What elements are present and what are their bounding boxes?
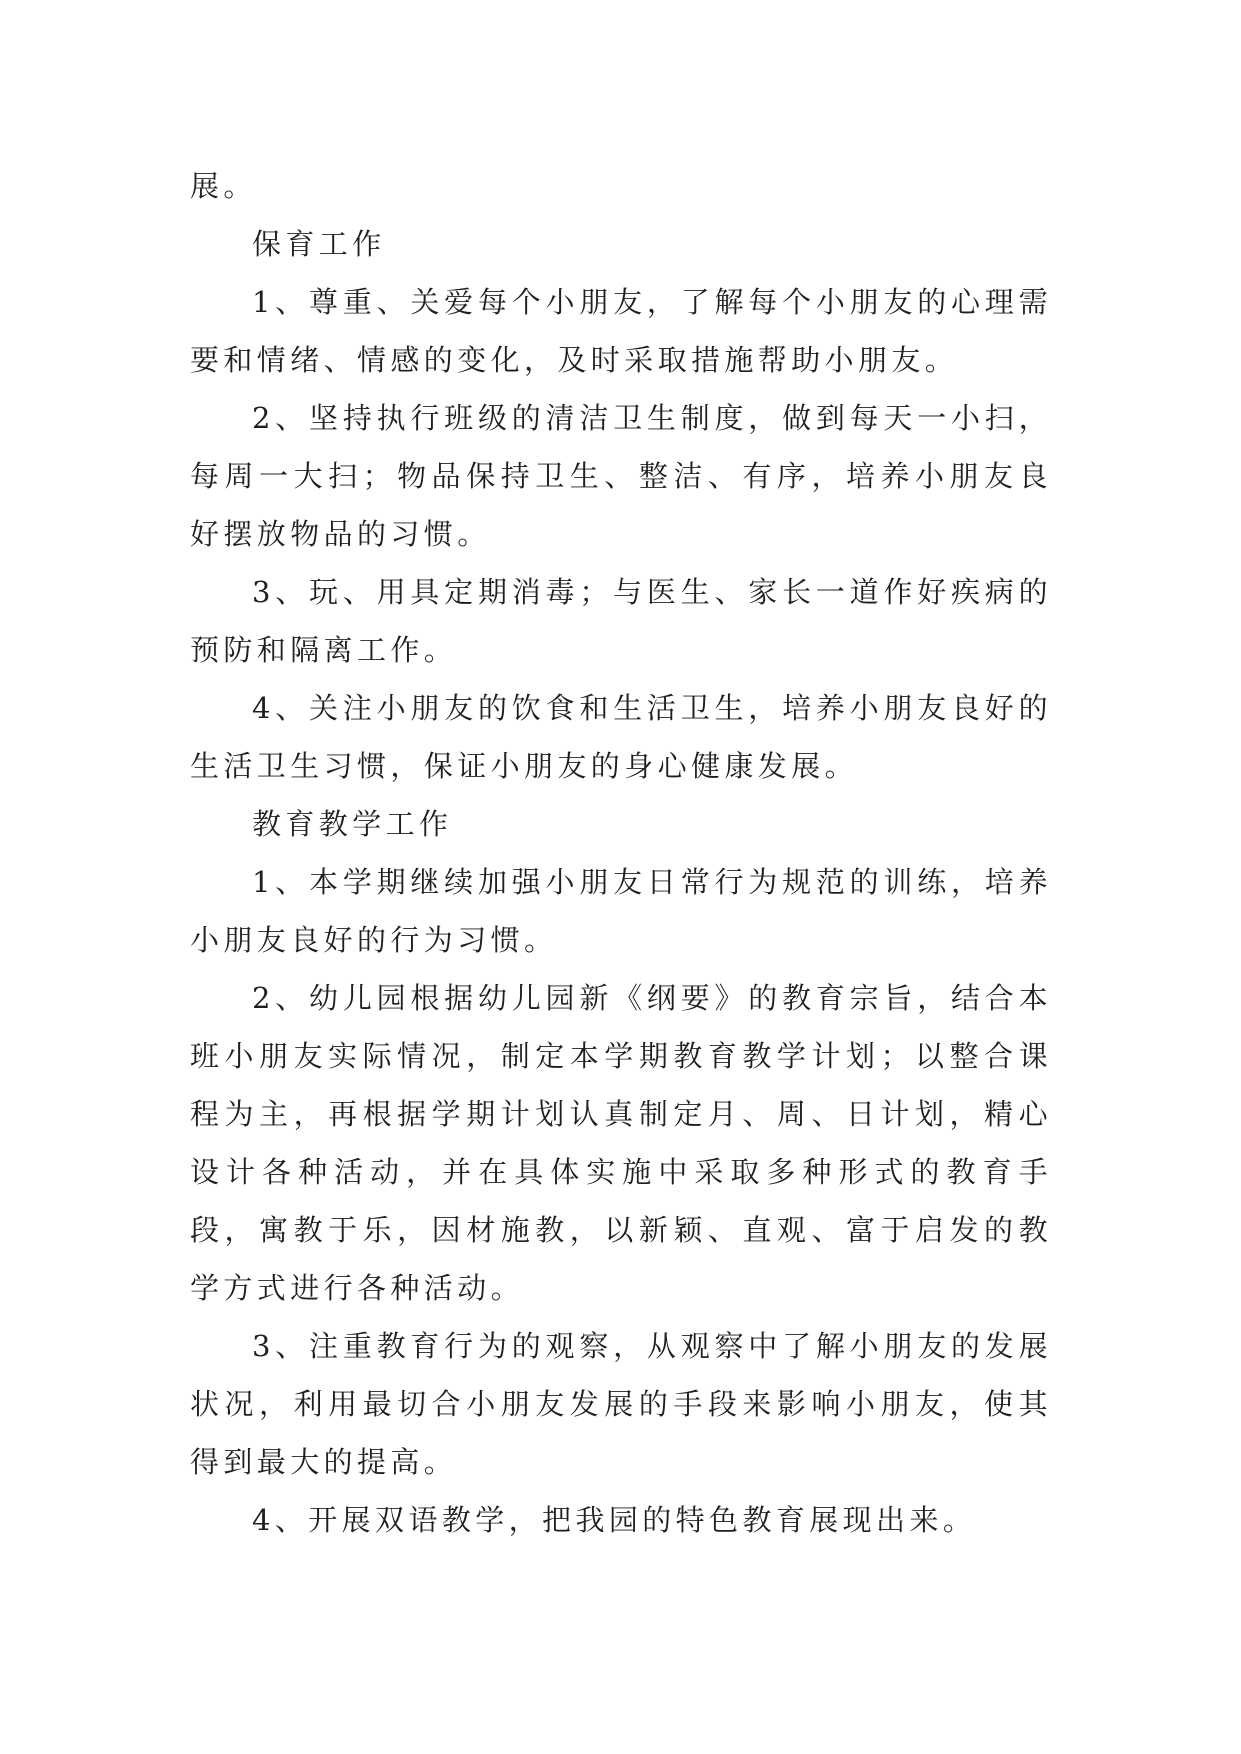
section-heading-childcare: 保育工作 <box>252 227 386 261</box>
section-heading-education: 教育教学工作 <box>252 807 453 841</box>
education-paragraph-1: 1、本学期继续加强小朋友日常行为规范的训练，培养小朋友良好的行为习惯。 <box>190 865 1052 957</box>
document-body <box>190 157 1052 1549</box>
childcare-paragraph-4: 4、关注小朋友的饮食和生活卫生，培养小朋友良好的生活卫生习惯，保证小朋友的身心健康发展。 <box>190 691 1052 783</box>
education-paragraph-2: 2、幼儿园根据幼儿园新《纲要》的教育宗旨，结合本班小朋友实际情况，制定本学期教育教学计划；以整合课程为主，再根据学期计划认真制定月、周、日计划，精心设计各种活动，并在具体实施中采取多种形式的教育手段，寓教于乐，因材施教，以新颖、直观、富于启发的教学方式进行各种活动。 <box>190 981 1052 1305</box>
education-paragraph-4: 4、开展双语教学，把我园的特色教育展现出来。 <box>252 1503 977 1537</box>
lead-fragment: 展。 <box>190 169 257 203</box>
childcare-paragraph-2: 2、坚持执行班级的清洁卫生制度，做到每天一小扫，每周一大扫；物品保持卫生、整洁、有序，培养小朋友良好摆放物品的习惯。 <box>190 401 1052 551</box>
childcare-paragraph-3: 3、玩、用具定期消毒；与医生、家长一道作好疾病的预防和隔离工作。 <box>190 575 1052 667</box>
education-paragraph-3: 3、注重教育行为的观察，从观察中了解小朋友的发展状况，利用最切合小朋友发展的手段来影响小朋友，使其得到最大的提高。 <box>190 1329 1052 1479</box>
childcare-paragraph-1: 1、尊重、关爱每个小朋友，了解每个小朋友的心理需要和情绪、情感的变化，及时采取措施帮助小朋友。 <box>190 285 1052 377</box>
